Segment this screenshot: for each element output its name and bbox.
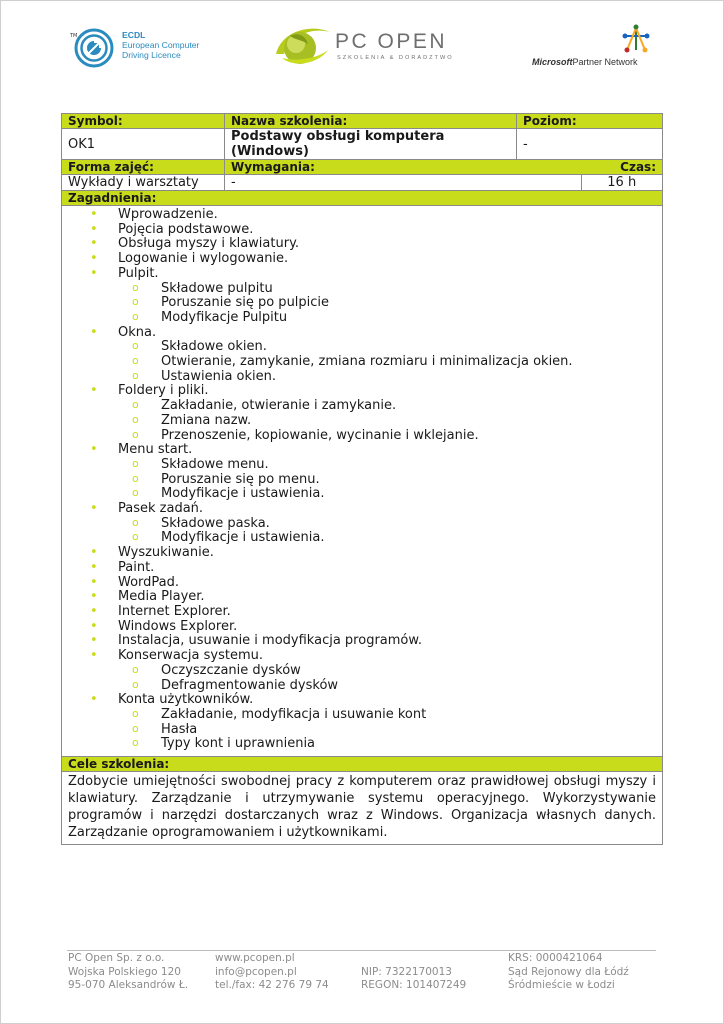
topic-label: Wyszukiwanie.	[118, 545, 214, 561]
footer-street: Wojska Polskiego 120	[68, 965, 181, 978]
footer-court-district: Śródmieście w Łodzi	[508, 979, 615, 991]
subtopic-list	[118, 708, 656, 752]
topic-item	[90, 693, 656, 752]
topic-label: Menu start.	[118, 442, 193, 458]
subtopic-item: o Modyfikacje i ustawienia.	[132, 531, 656, 546]
subtopic-item: o Składowe menu.	[132, 458, 656, 473]
footer-nip: NIP: 7322170013	[361, 965, 452, 978]
subtopic-item: o Zmiana nazw.	[132, 414, 656, 429]
topic-item	[90, 252, 656, 267]
subtopic-list	[118, 340, 656, 384]
subtopic-list	[118, 664, 656, 693]
subtopic-item: o Poruszanie się po menu.	[132, 473, 656, 488]
topic-label: Windows Explorer.	[118, 618, 238, 634]
topic-item	[90, 443, 656, 502]
time-label: Czas:	[575, 160, 662, 174]
requirements-time-values	[225, 175, 663, 191]
microsoft-partner-text	[532, 57, 638, 67]
subtopic-item: o Modyfikacje Pulpitu	[132, 311, 656, 326]
subtopic-list	[118, 399, 656, 443]
subtopic-item: o Składowe pulpitu	[132, 282, 656, 297]
time-value: 16 h	[581, 175, 662, 190]
ecdl-logo-icon	[72, 27, 116, 69]
footer-krs: KRS: 0000421064	[508, 952, 603, 964]
pcopen-logo	[272, 24, 462, 70]
topic-item	[90, 605, 656, 620]
name-label: Nazwa szkolenia:	[225, 114, 517, 129]
topic-item	[90, 502, 656, 546]
topic-item	[90, 208, 656, 223]
trademark-mark: TM	[70, 33, 78, 39]
goals-label: Cele szkolenia:	[62, 757, 663, 772]
partner-network-text: Partner Network	[572, 57, 638, 67]
topic-item	[90, 649, 656, 693]
pcopen-globe-icon	[272, 24, 334, 70]
pcopen-name: PC OPEN	[335, 30, 448, 53]
subtopic-item: o Defragmentowanie dysków	[132, 679, 656, 694]
topic-item	[90, 546, 656, 561]
subtopic-item: o Hasła	[132, 723, 656, 738]
topic-item	[90, 634, 656, 649]
subtopic-list	[118, 282, 656, 326]
topic-label: Pasek zadań.	[118, 501, 204, 517]
topic-label: Logowanie i wylogowanie.	[118, 251, 289, 267]
topic-item	[90, 590, 656, 605]
topics-row	[62, 206, 663, 757]
topic-label: Paint.	[118, 559, 155, 575]
topic-item	[90, 223, 656, 238]
footer-company-name: PC Open Sp. z o.o.	[68, 952, 165, 964]
ecdl-title: ECDL	[122, 30, 146, 40]
subtopic-item: o Zakładanie, modyfikacja i usuwanie kont	[132, 708, 656, 723]
pcopen-tagline: SZKOLENIA & DORADZTWO	[337, 55, 454, 61]
training-form	[61, 113, 663, 845]
topic-label: Pojęcia podstawowe.	[118, 221, 254, 237]
value-row-1	[62, 129, 663, 160]
goals-header-row	[62, 757, 663, 772]
topic-label: Okna.	[118, 324, 157, 340]
subtopic-item: o Otwieranie, zamykanie, zmiana rozmiaru i minimalizacja okien.	[132, 355, 656, 370]
topic-item	[90, 384, 656, 443]
topic-label: Konta użytkowników.	[118, 692, 254, 708]
ecdl-logo	[72, 27, 212, 69]
subtopic-list	[118, 458, 656, 502]
topic-item	[90, 237, 656, 252]
footer-court: Sąd Rejonowy dla Łódź	[508, 965, 629, 978]
subtopic-item: o Składowe paska.	[132, 517, 656, 532]
footer-company	[68, 952, 188, 993]
topic-label: Instalacja, usuwanie i modyfikacja programów.	[118, 633, 422, 649]
topics-cell	[62, 206, 663, 757]
footer-contact	[215, 952, 329, 993]
microsoft-brand: Microsoft	[532, 57, 573, 67]
footer-divider	[67, 950, 656, 951]
training-name-value: Podstawy obsługi komputera (Windows)	[225, 129, 517, 160]
topic-label: Konserwacja systemu.	[118, 648, 264, 664]
level-label: Poziom:	[517, 114, 663, 129]
topic-item	[90, 620, 656, 635]
topic-label: Foldery i pliki.	[118, 383, 209, 399]
requirements-time-header	[225, 160, 663, 175]
symbol-label: Symbol:	[62, 114, 225, 129]
microsoft-partner-logo	[530, 24, 650, 70]
footer-tax	[361, 952, 466, 993]
topic-item	[90, 561, 656, 576]
requirements-label: Wymagania:	[225, 160, 575, 174]
subtopic-item: o Oczyszczanie dysków	[132, 664, 656, 679]
topic-label: Pulpit.	[118, 265, 159, 281]
subtopic-list	[118, 517, 656, 546]
footer-email-link[interactable]: info@pcopen.pl	[215, 965, 297, 978]
microsoft-partner-icon	[622, 24, 650, 54]
footer-city: 95-070 Aleksandrów Ł.	[68, 979, 189, 991]
footer-registry	[508, 952, 629, 993]
footer-tax-blank	[361, 952, 466, 966]
subtopic-item: o Poruszanie się po pulpicie	[132, 296, 656, 311]
topic-item	[90, 267, 656, 326]
footer-regon: REGON: 101407249	[361, 979, 467, 991]
topics-header-row	[62, 191, 663, 206]
level-value: -	[517, 129, 663, 160]
topics-label: Zagadnienia:	[62, 191, 663, 206]
ecdl-text	[122, 30, 199, 60]
topic-label: Wprowadzenie.	[118, 207, 218, 222]
footer-website-link[interactable]: www.pcopen.pl	[215, 952, 295, 964]
subtopic-item: o Przenoszenie, kopiowanie, wycinanie i wklejanie.	[132, 429, 656, 444]
subtopic-item: o Składowe okien.	[132, 340, 656, 355]
subtopic-item: o Zakładanie, otwieranie i zamykanie.	[132, 399, 656, 414]
header-row-1	[62, 114, 663, 129]
topic-label: Media Player.	[118, 589, 205, 605]
goals-text: Zdobycie umiejętności swobodnej pracy z komputerem oraz prawidłowej obsługi myszy i klawiatury. Zarządzanie i utrzymywanie systemu operacyjnego. Wykorzystywanie programów i narzędzi dostarczanych wraz z Windows. Organizacja własnych danych. Zarządzanie oprogramowaniem i użytkownikami.	[62, 772, 663, 845]
ecdl-line-3: Driving Licence	[122, 50, 181, 60]
subtopic-item: o Ustawienia okien.	[132, 370, 656, 385]
ecdl-line-2: European Computer	[122, 40, 200, 50]
topics-list	[68, 208, 656, 752]
requirements-value: -	[231, 175, 236, 190]
value-row-2	[62, 175, 663, 191]
subtopic-item: o Typy kont i uprawnienia	[132, 737, 656, 752]
symbol-value: OK1	[62, 129, 225, 160]
topic-label: Internet Explorer.	[118, 603, 231, 619]
topic-item	[90, 576, 656, 591]
topic-label: Obsługa myszy i klawiatury.	[118, 236, 300, 252]
topic-item	[90, 326, 656, 385]
subtopic-item: o Modyfikacje i ustawienia.	[132, 487, 656, 502]
footer-phone: tel./fax: 42 276 79 74	[215, 979, 329, 991]
header-row-2	[62, 160, 663, 175]
format-label: Forma zajęć:	[62, 160, 225, 175]
format-value: Wykłady i warsztaty	[62, 175, 225, 191]
goals-row	[62, 772, 663, 845]
topic-label: WordPad.	[118, 574, 180, 590]
